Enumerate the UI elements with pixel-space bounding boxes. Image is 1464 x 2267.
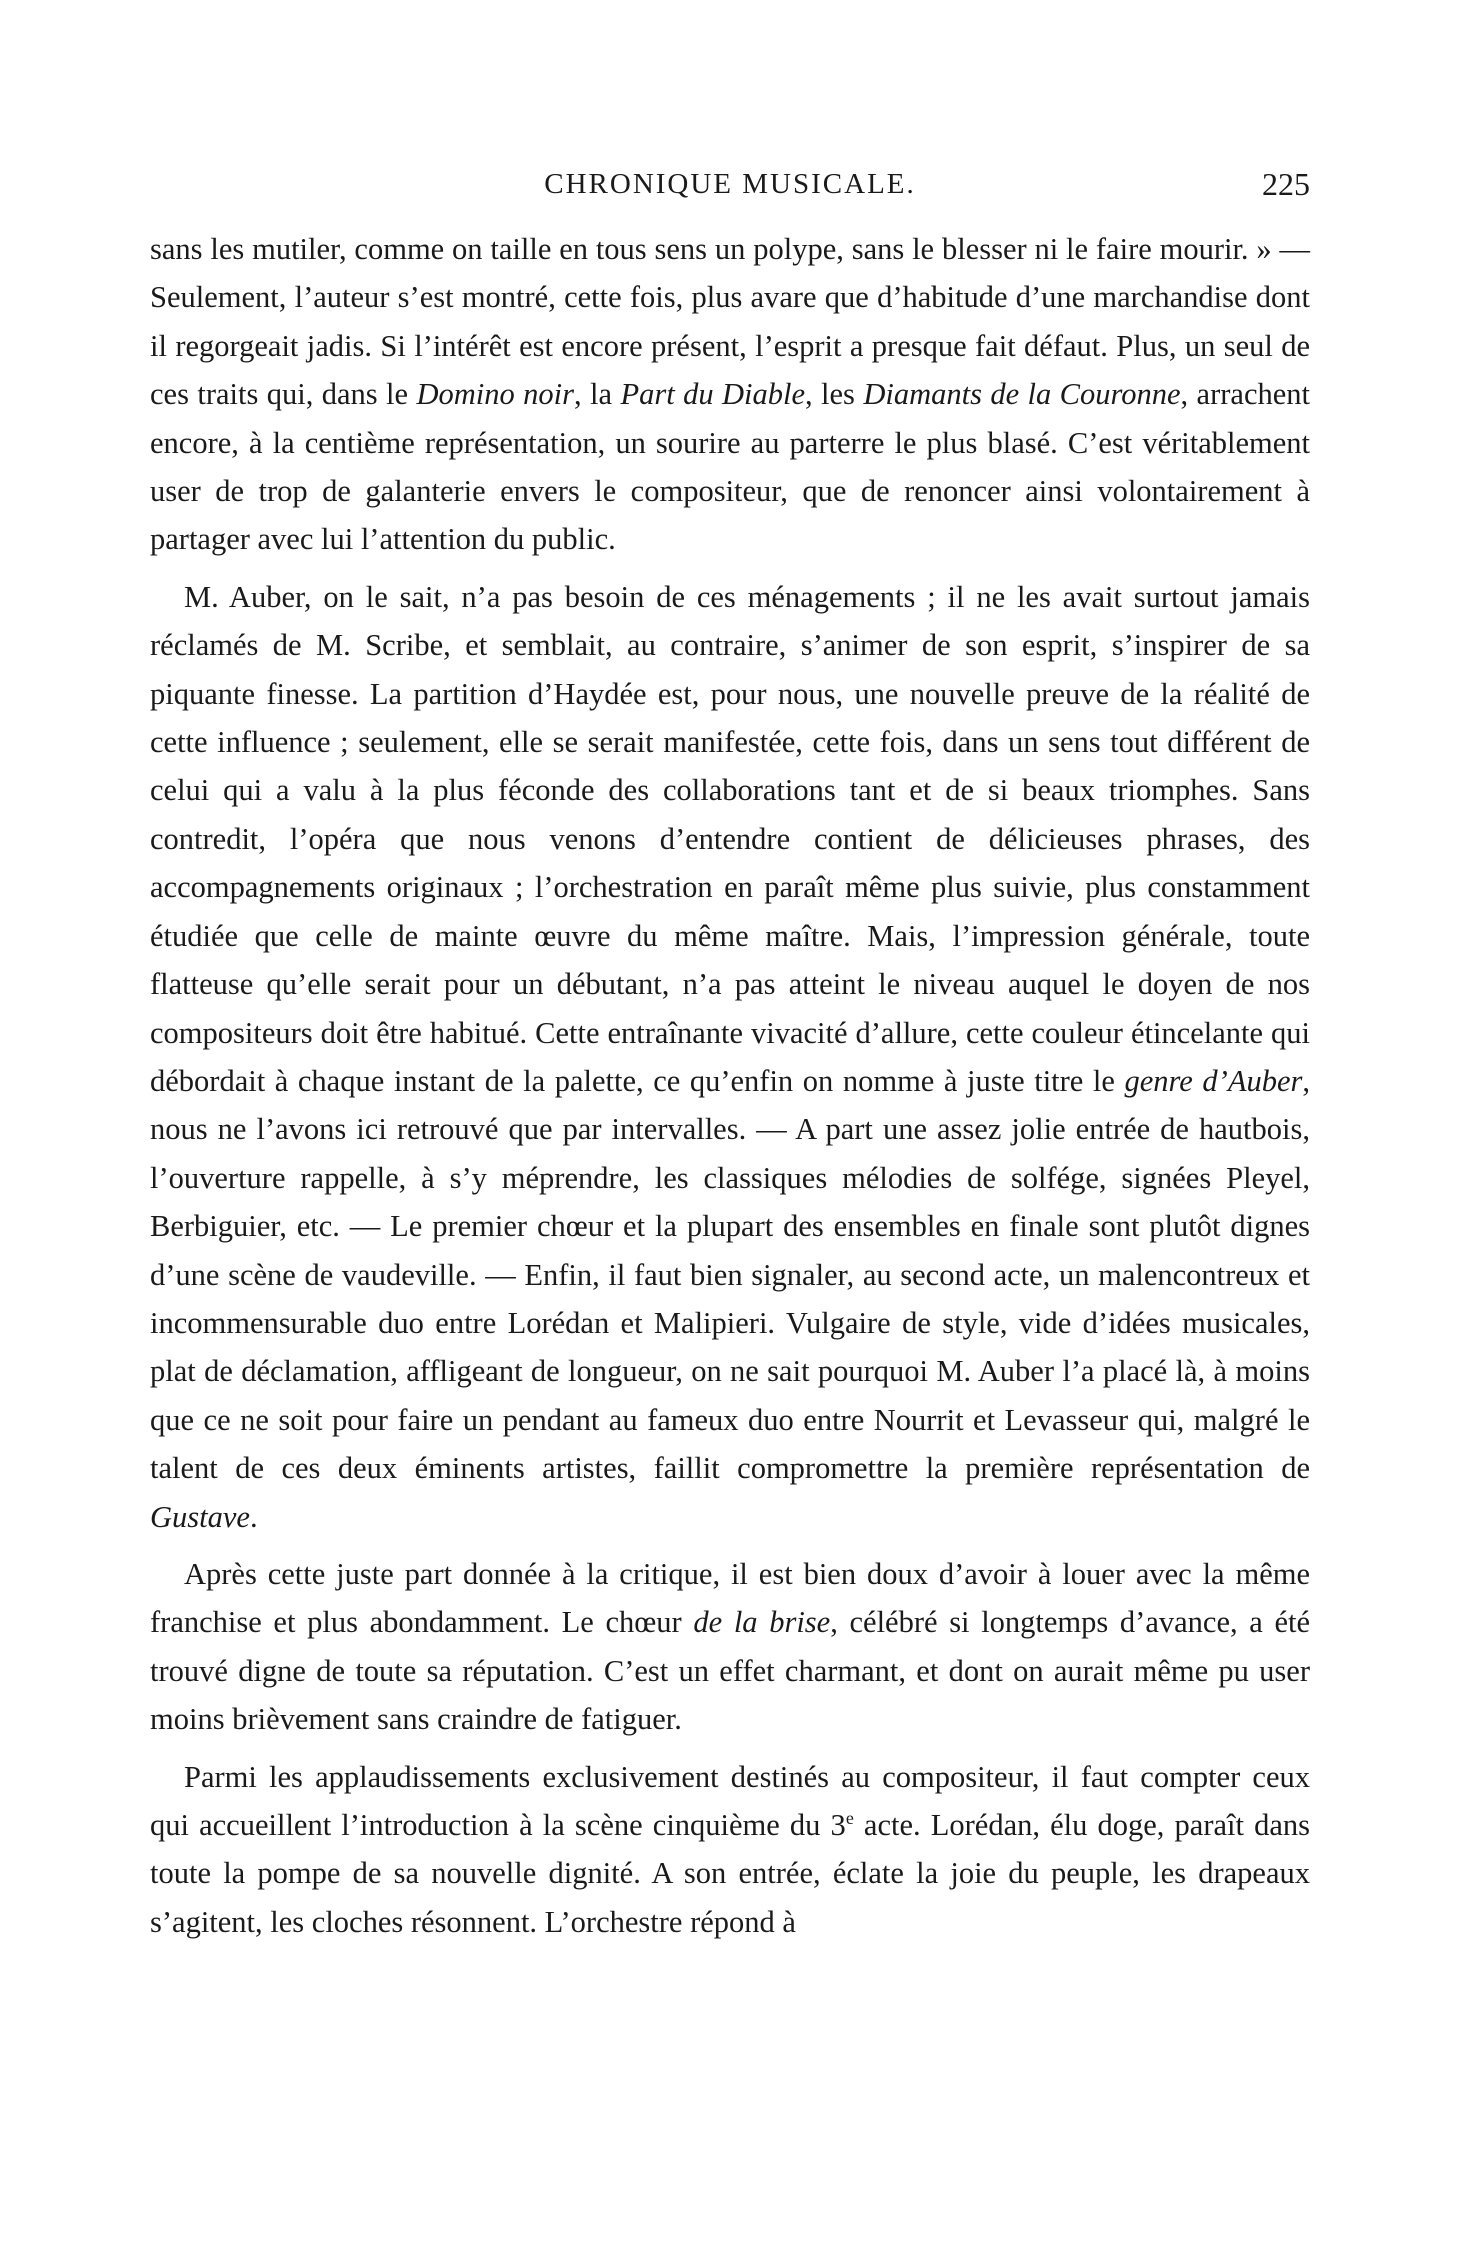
italic-title: Diamants de la Couronne [863, 377, 1181, 412]
page-number: 225 [1262, 166, 1310, 202]
body-text [150, 225, 1310, 1946]
text-run: acte. Lorédan, élu doge, paraît dans toute la pompe de sa nouvelle dignité. A son entrée, éclate la joie du peuple, les drapeaux s’agitent, les cloches résonnent. L’orchestre répond à [150, 1808, 1310, 1939]
text-run: , la [574, 377, 621, 412]
paragraph [150, 573, 1310, 1541]
text-run: , célébré si longtemps d’avance, a été trouvé digne de toute sa réputation. C’est un effet charmant, et dont on aurait même pu user moins brièvement sans craindre de fatiguer. [150, 1605, 1311, 1737]
running-title: CHRONIQUE MUSICALE. [544, 168, 916, 200]
text-run: , nous ne l’avons ici retrouvé que par intervalles. — A part une assez jolie entrée de hautbois, l’ouverture rappelle, à s’y méprendre, les classiques mélodies de solfége, signées Pleyel, Berbiguier, etc. — Le premier chœur et la plupart des ensembles en finale sont plutôt dignes d’une scène de vaudeville. — Enfin, il faut bien signaler, au second acte, un malencontreux et incommensurable duo entre Lorédan et Malipieri. Vulgaire de style, vide d’idées musicales, plat de déclamation, affligeant de longueur, on ne sait pourquoi M. Auber l’a placé là, à moins que ce ne soit pour faire un pendant au fameux duo entre Nourrit et Levasseur qui, malgré le talent de ces deux éminents artistes, faillit compromettre la première représentation de [150, 1063, 1310, 1486]
running-head [150, 168, 1310, 218]
italic-title: Domino noir [416, 377, 574, 412]
text-run: Après cette juste part donnée à la critique, il est bien doux d’avoir à louer avec la même franchise et plus abondamment. Le chœur [150, 1556, 1310, 1640]
italic-title: Part du Diable [620, 377, 805, 412]
paragraph [150, 1753, 1310, 1947]
italic-title: genre d’Auber [1124, 1063, 1303, 1098]
text-run: sans les mutiler, comme on taille en tous sens un polype, sans le blesser ni le faire mourir. » — Seulement, l’auteur s’est montré, cette fois, plus avare que d’habitude d’une marchandise dont il regorgeait jadis. Si l’intérêt est encore présent, l’esprit a presque fait défaut. Plus, un seul de ces traits qui, dans le [150, 232, 1310, 412]
text-run: , les [805, 377, 864, 412]
paragraph [150, 1550, 1310, 1744]
text-run: , arrachent encore, à la centième représentation, un sourire au parterre le plus blasé. C’est véritablement user de trop de galanterie envers le compositeur, que de renoncer ainsi volontairement à partager avec lui l’attention du public. [150, 377, 1310, 557]
text-run: M. Auber, on le sait, n’a pas besoin de ces ménagements ; il ne les avait surtout jamais réclamés de M. Scribe, et semblait, au contraire, s’animer de son esprit, s’inspirer de sa piquante finesse. La partition d’Haydée est, pour nous, une nouvelle preuve de la réalité de cette influence ; seulement, elle se serait manifestée, cette fois, dans un sens tout différent de celui qui a valu à la plus féconde des collaborations tant et de si beaux triomphes. Sans contredit, l’opéra que nous venons d’entendre contient de délicieuses phrases, des accompagnements originaux ; l’orchestration en paraît même plus suivie, plus constamment étudiée que celle de mainte œuvre du même maître. Mais, l’impression générale, toute flatteuse qu’elle serait pour un débutant, n’a pas atteint le niveau auquel le doyen de nos compositeurs doit être habitué. Cette entraînante vivacité d’allure, cette couleur étincelante qui débordait à chaque instant de la palette, ce qu’enfin on nomme à juste titre le [150, 579, 1310, 1098]
text-run: . [249, 1499, 258, 1534]
text-run: Parmi les applaudissements exclusivement destinés au compositeur, il faut compter ceux qui accueillent l’introduction à la scène cinquième du 3 [150, 1759, 1310, 1842]
superscript: e [845, 1807, 854, 1828]
italic-title: de la brise [693, 1605, 831, 1640]
italic-title: Gustave [150, 1499, 250, 1534]
paragraph [150, 225, 1310, 564]
